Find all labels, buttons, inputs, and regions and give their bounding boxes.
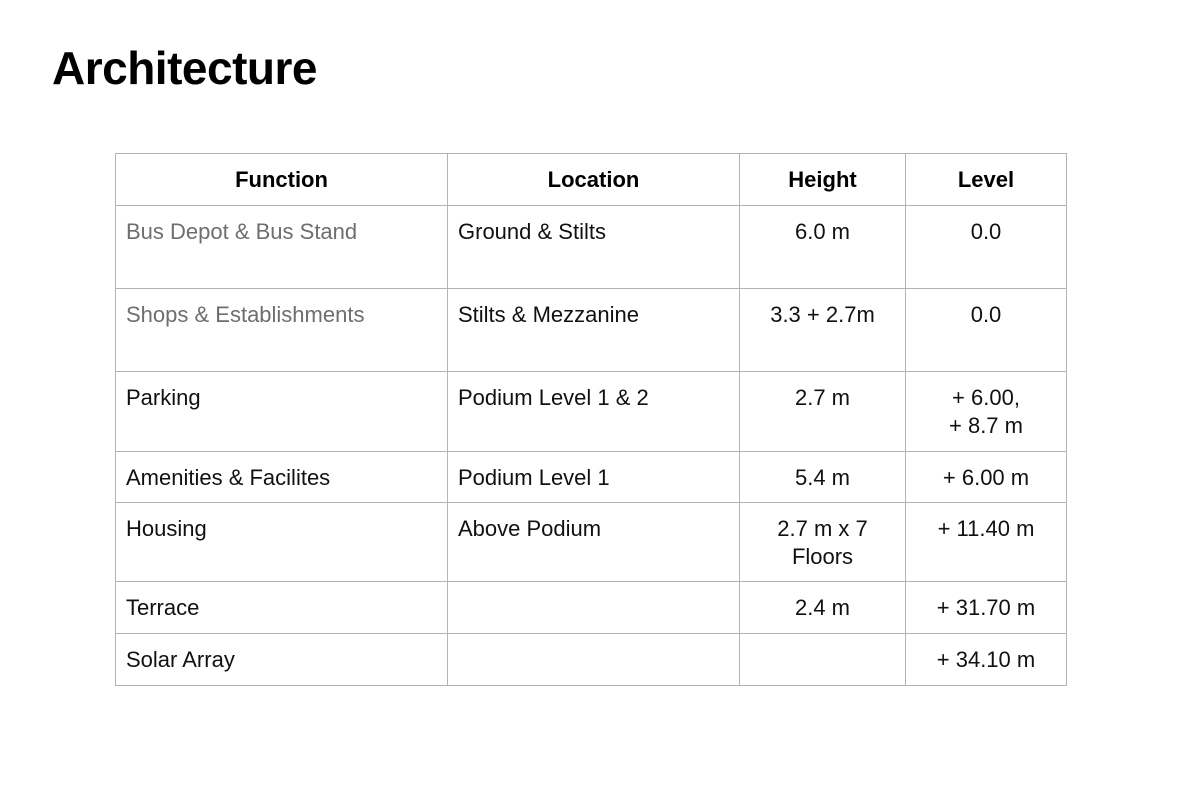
cell-level: + 31.70 m — [906, 582, 1067, 634]
cell-function: Parking — [116, 372, 448, 452]
cell-function: Housing — [116, 503, 448, 582]
table-row — [116, 206, 1067, 289]
cell-function: Bus Depot & Bus Stand — [116, 206, 448, 289]
cell-function: Terrace — [116, 582, 448, 634]
cell-level: + 11.40 m — [906, 503, 1067, 582]
cell-level: + 34.10 m — [906, 634, 1067, 686]
cell-height — [740, 634, 906, 686]
cell-level: 0.0 — [906, 206, 1067, 289]
cell-location — [448, 634, 740, 686]
cell-height: 6.0 m — [740, 206, 906, 289]
cell-location: Podium Level 1 & 2 — [448, 372, 740, 452]
cell-location: Above Podium — [448, 503, 740, 582]
table-row — [116, 634, 1067, 686]
cell-location: Podium Level 1 — [448, 452, 740, 503]
table-row — [116, 582, 1067, 634]
table-row — [116, 289, 1067, 372]
cell-function: Solar Array — [116, 634, 448, 686]
header-height: Height — [740, 154, 906, 206]
page-title: Architecture — [52, 42, 317, 94]
cell-height: 2.7 m x 7 Floors — [740, 503, 906, 582]
table-row — [116, 452, 1067, 503]
table-header-row — [116, 154, 1067, 206]
cell-location: Ground & Stilts — [448, 206, 740, 289]
cell-function: Amenities & Facilites — [116, 452, 448, 503]
header-level: Level — [906, 154, 1067, 206]
table-row — [116, 372, 1067, 452]
cell-height: 2.7 m — [740, 372, 906, 452]
cell-level: + 6.00 m — [906, 452, 1067, 503]
cell-function: Shops & Establishments — [116, 289, 448, 372]
cell-location: Stilts & Mezzanine — [448, 289, 740, 372]
header-location: Location — [448, 154, 740, 206]
cell-level: + 6.00, + 8.7 m — [906, 372, 1067, 452]
cell-level: 0.0 — [906, 289, 1067, 372]
architecture-table — [115, 153, 1067, 686]
cell-height: 3.3 + 2.7m — [740, 289, 906, 372]
table-row — [116, 503, 1067, 582]
header-function: Function — [116, 154, 448, 206]
cell-height: 5.4 m — [740, 452, 906, 503]
cell-location — [448, 582, 740, 634]
cell-height: 2.4 m — [740, 582, 906, 634]
